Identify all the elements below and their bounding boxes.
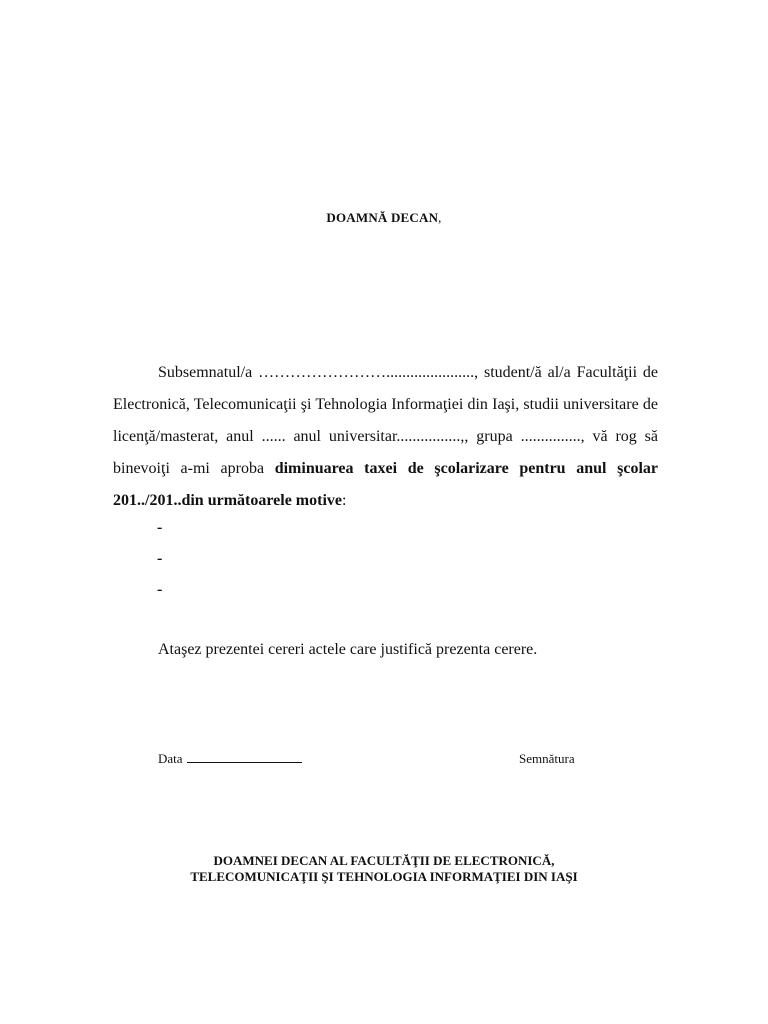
motive-item: - xyxy=(157,550,163,567)
date-label: Data xyxy=(158,751,183,766)
date-blank-line xyxy=(187,750,302,763)
motive-item: - xyxy=(157,519,163,536)
addressee-line-1: DOAMNEI DECAN AL FACULTĂŢII DE ELECTRONICĂ, xyxy=(213,853,555,868)
request-colon: : xyxy=(342,492,347,509)
salutation-text: DOAMNĂ DECAN xyxy=(326,210,439,225)
request-emphasis: diminuarea taxei de şcolarizare pentru anul şcolar 201../201..din următoarele motive xyxy=(113,460,659,509)
attachment-statement: Ataşez prezentei cereri actele care justifică prezenta cerere. xyxy=(158,641,538,658)
request-text: Subsemnatul/a ……………………......................, student/ă al/a Facultăţii de Electronică, Telecomunicaţii şi Tehnologia Informaţiei din Iaşi, studii universitare de licenţă/masterat, anul ...... anul universitar................,, grupa ..............., vă rog să binevoiţi a-mi aproba xyxy=(113,364,658,477)
addressee-line-2: TELECOMUNICAŢII ŞI TEHNOLOGIA INFORMAŢIEI DIN IAŞI xyxy=(190,869,578,884)
date-field xyxy=(158,750,302,768)
salutation-title xyxy=(0,210,768,226)
motive-item: - xyxy=(157,581,163,598)
signature-label: Semnătura xyxy=(519,751,575,766)
request-paragraph-text xyxy=(113,357,658,517)
salutation-comma: , xyxy=(438,210,442,225)
motives-list xyxy=(157,512,162,605)
addressee-footer xyxy=(0,853,768,885)
request-paragraph xyxy=(113,357,658,517)
